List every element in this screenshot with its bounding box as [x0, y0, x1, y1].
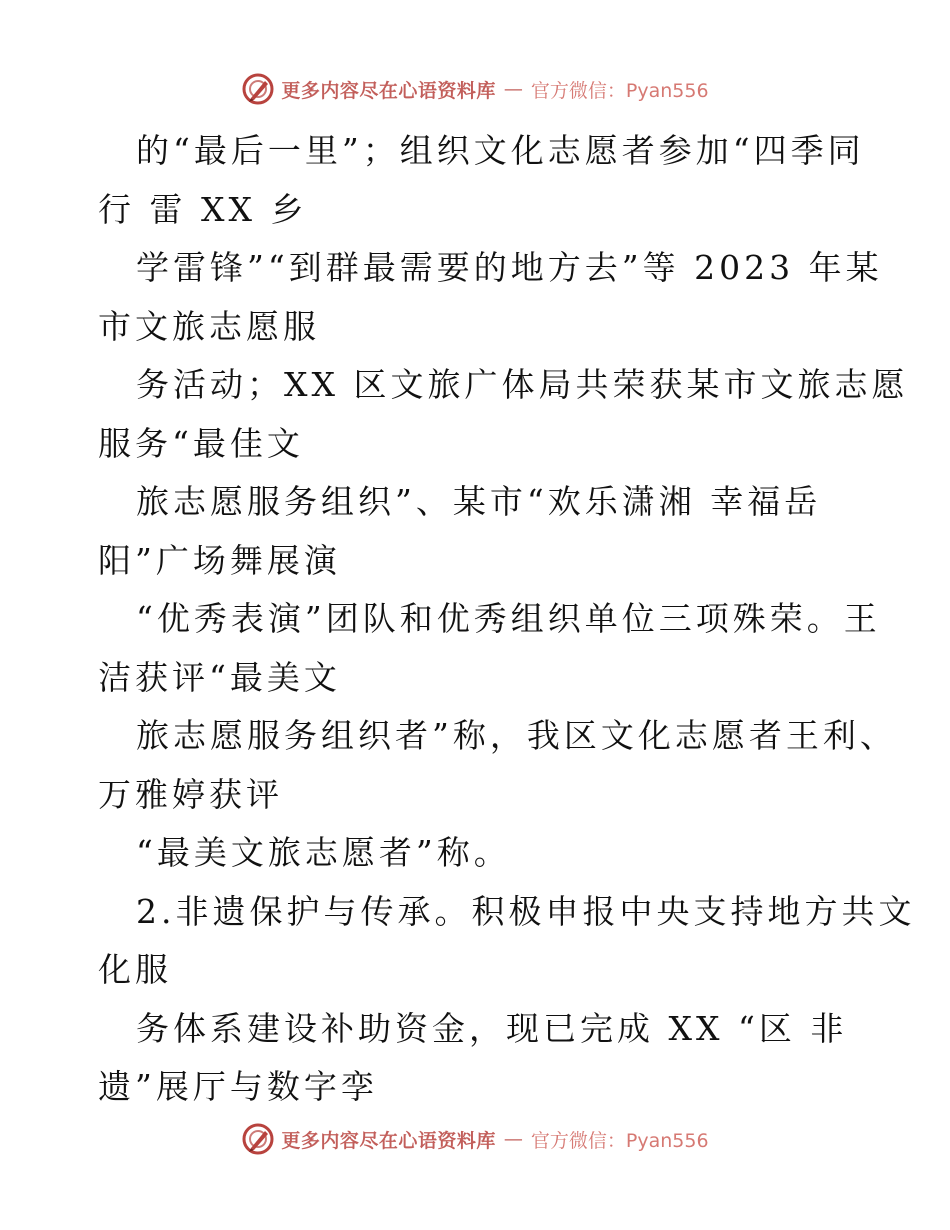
watermark-separator: —	[503, 78, 523, 100]
text-line: 的“最后一里”；组织文化志愿者参加“四季同	[136, 131, 865, 170]
text-line: “优秀表演”团队和优秀组织单位三项殊荣。王	[136, 599, 881, 638]
pen-logo-icon	[241, 1122, 275, 1156]
watermark-contact: 官方微信：Pyan556	[530, 79, 709, 102]
text-line: 旅志愿服务组织者”称，我区文化志愿者王利、	[136, 716, 897, 755]
header-watermark	[0, 72, 950, 106]
text-line: 行 雷 XX 乡	[98, 189, 308, 229]
text-line: 市文旅志愿服	[98, 306, 320, 346]
text-line: 服务“最佳文	[98, 423, 304, 463]
text-line: 学雷锋”“到群最需要的地方去”等 2023 年某	[136, 248, 883, 287]
text-line: 化服	[98, 950, 172, 989]
watermark-text: 更多内容尽在心语资料库	[281, 79, 496, 102]
text-line: “最美文旅志愿者”称。	[136, 833, 511, 872]
footer-watermark	[0, 1122, 950, 1156]
watermark-separator: —	[503, 1128, 523, 1150]
text-line: 阳”广场舞展演	[98, 540, 341, 580]
text-line: 务活动；XX 区文旅广体局共荣获某市文旅志愿	[136, 365, 909, 404]
watermark-text: 更多内容尽在心语资料库	[281, 1129, 496, 1152]
text-line: 遗”展厅与数字孪	[98, 1067, 378, 1106]
watermark-contact: 官方微信：Pyan556	[530, 1129, 709, 1152]
text-line: 万雅婷获评	[98, 774, 283, 814]
text-line: 洁获评“最美文	[98, 657, 341, 697]
document-body	[98, 122, 916, 1117]
text-line: 旅志愿服务组织”、某市“欢乐潇湘 幸福岳	[136, 482, 822, 521]
text-line: 2.非遗保护与传承。积极申报中央支持地方共文	[136, 891, 916, 931]
text-line: 务体系建设补助资金，现已完成 XX “区 非	[136, 1008, 848, 1048]
pen-logo-icon	[241, 72, 275, 106]
